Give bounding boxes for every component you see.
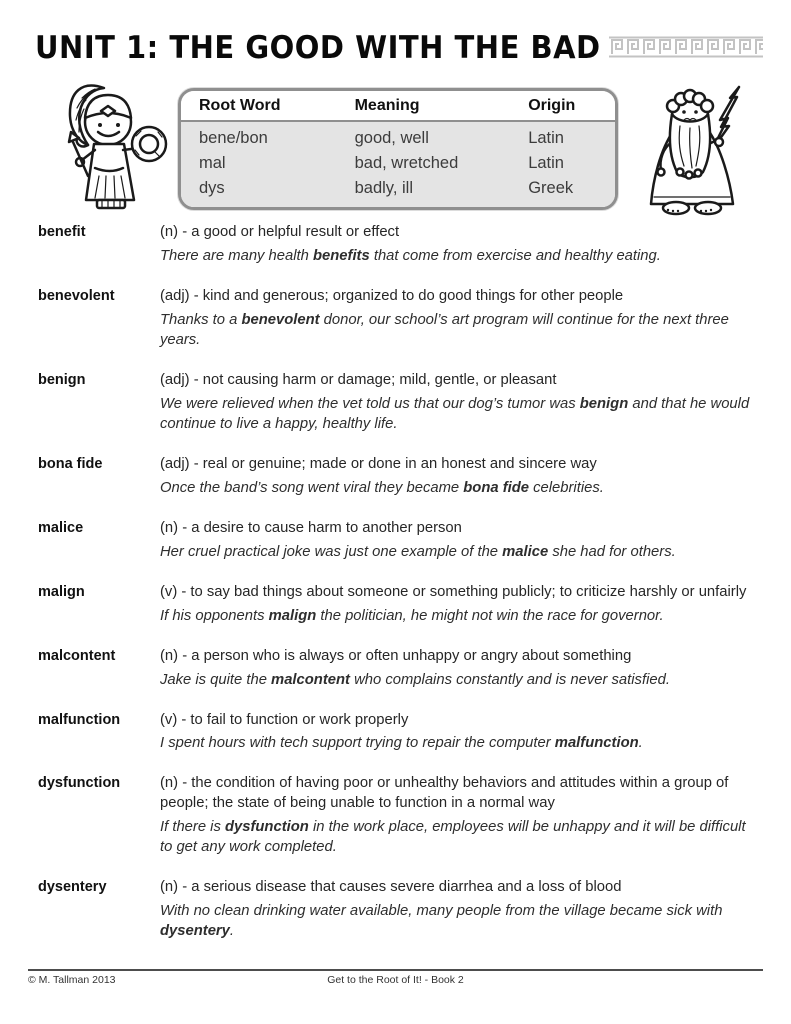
root-word-table (178, 88, 618, 210)
entry-body (160, 878, 760, 942)
header-cell-meaning: Meaning (355, 91, 529, 121)
entry-example: There are many health benefits that come from exercise and healthy eating. (160, 247, 661, 264)
entry-body (160, 774, 760, 858)
entry-definition: (v) - to fail to function or work properly (160, 711, 409, 728)
vocab-entry (38, 223, 760, 267)
entry-term: malice (38, 519, 84, 536)
greek-key-border (609, 36, 763, 58)
entry-body (160, 223, 760, 267)
entry-definition: (n) - a person who is always or often unhappy or angry about something (160, 647, 632, 664)
entry-definition: (adj) - not causing harm or damage; mild, gentle, or pleasant (160, 371, 557, 388)
entry-term: malign (38, 583, 85, 600)
vocab-entry (38, 519, 760, 563)
zeus-illustration (626, 84, 768, 218)
vocab-entry (38, 878, 760, 942)
cell-origin: Latin (528, 121, 615, 151)
vocab-entry (38, 287, 760, 351)
entry-term: benevolent (38, 287, 115, 304)
header-cell-origin: Origin (528, 91, 615, 121)
entry-example: We were relieved when the vet told us that our dog’s tumor was benign and that he would continue to live a happy, healthy life. (160, 395, 750, 432)
entry-body (160, 711, 760, 755)
entries-list (38, 223, 760, 962)
entry-example: Thanks to a benevolent donor, our school’s art program will continue for the next three years. (160, 311, 729, 348)
page-header (35, 30, 763, 64)
footer-copyright: © M. Tallman 2013 (28, 974, 116, 986)
vocab-entry (38, 455, 760, 499)
entry-example: Her cruel practical joke was just one example of the malice she had for others. (160, 543, 676, 560)
vocab-entry (38, 647, 760, 691)
cell-meaning: bad, wretched (355, 151, 529, 176)
entry-example: If his opponents malign the politician, he might not win the race for governor. (160, 607, 664, 624)
entry-body (160, 287, 760, 351)
entry-body (160, 647, 760, 691)
entry-term: benefit (38, 224, 86, 240)
entry-body (160, 371, 760, 435)
entry-example: I spent hours with tech support trying to repair the computer malfunction. (160, 735, 643, 752)
entry-body (160, 519, 760, 563)
vocab-entry (38, 711, 760, 755)
cell-root: dys (181, 176, 355, 207)
table-row (181, 151, 615, 176)
page-title: UNIT 1: THE GOOD WITH THE BAD (35, 28, 601, 66)
entry-definition: (n) - a desire to cause harm to another person (160, 519, 462, 536)
cell-root: bene/bon (181, 121, 355, 151)
footer-book-title: Get to the Root of It! - Book 2 (327, 974, 464, 986)
entry-example: Jake is quite the malcontent who complains constantly and is never satisfied. (160, 671, 670, 688)
table-row (181, 176, 615, 207)
header-cell-root-word: Root Word (181, 91, 355, 121)
entry-term: dysfunction (38, 775, 121, 792)
cell-origin: Greek (528, 176, 615, 207)
table-header-row (181, 91, 615, 121)
entry-example: Once the band’s song went viral they became bona fide celebrities. (160, 479, 604, 496)
greek-warrior-girl-illustration (42, 76, 174, 218)
page-footer (28, 969, 763, 986)
cell-meaning: badly, ill (355, 176, 529, 207)
table-row (181, 121, 615, 151)
entry-example: With no clean drinking water available, many people from the village became sick with dysentery. (160, 903, 723, 940)
entry-term: bona fide (38, 455, 103, 472)
entry-definition: (v) - to say bad things about someone or something publicly; to criticize harshly or unfairly (160, 583, 747, 600)
entry-term: malcontent (38, 647, 116, 664)
entry-definition: (n) - a good or helpful result or effect (160, 224, 400, 240)
vocab-entry (38, 583, 760, 627)
entry-body (160, 583, 760, 627)
entry-definition: (n) - a serious disease that causes severe diarrhea and a loss of blood (160, 879, 622, 896)
entry-term: dysentery (38, 879, 107, 896)
entry-term: benign (38, 371, 86, 388)
entry-term: malfunction (38, 711, 121, 728)
vocab-entry (38, 371, 760, 435)
vocab-entry (38, 774, 760, 858)
entry-example: If there is dysfunction in the work place, employees will be unhappy and it will be difficult to get any work completed. (160, 819, 746, 856)
entry-definition: (adj) - kind and generous; organized to do good things for other people (160, 287, 624, 304)
entry-definition: (adj) - real or genuine; made or done in an honest and sincere way (160, 455, 597, 472)
cell-root: mal (181, 151, 355, 176)
entry-body (160, 455, 760, 499)
cell-meaning: good, well (355, 121, 529, 151)
entry-definition: (n) - the condition of having poor or unhealthy behaviors and attitudes within a group of people; the state of being unable to function in a normal way (160, 775, 729, 812)
cell-origin: Latin (528, 151, 615, 176)
